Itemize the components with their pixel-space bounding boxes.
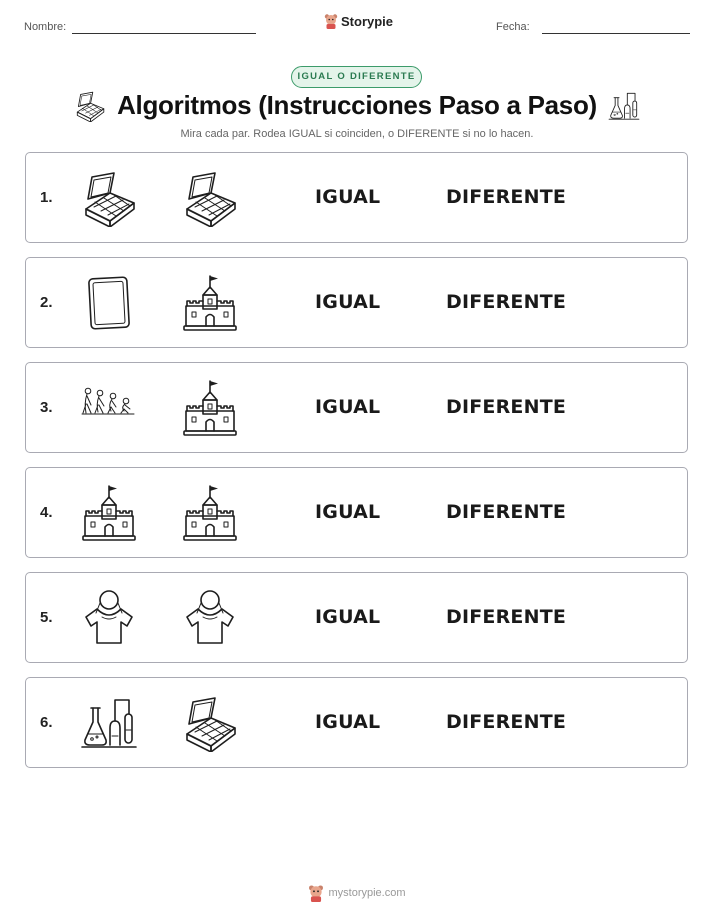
- toolbox-icon: [74, 90, 106, 122]
- left-picture: [80, 589, 138, 647]
- question-row: [25, 362, 688, 453]
- instructions: Mira cada par. Rodea IGUAL si coinciden, o DIFERENTE si no lo hacen.: [180, 128, 534, 140]
- left-picture: [80, 484, 138, 542]
- castle-icon: [181, 484, 239, 542]
- footer-url[interactable]: mystorypie.com: [328, 887, 406, 899]
- question-number: 1.: [40, 189, 53, 206]
- toolbox-icon: [181, 169, 239, 227]
- same-option[interactable]: IGUAL: [315, 291, 381, 313]
- right-picture: [181, 379, 239, 437]
- different-option[interactable]: DIFERENTE: [446, 606, 567, 628]
- shirt-figure-icon: [181, 589, 239, 647]
- question-number: 3.: [40, 399, 53, 416]
- lab-flasks-icon: [80, 694, 138, 752]
- same-option[interactable]: IGUAL: [315, 186, 381, 208]
- left-picture: [80, 169, 138, 227]
- question-number: 6.: [40, 714, 53, 731]
- same-option[interactable]: IGUAL: [315, 711, 381, 733]
- page-title: Algoritmos (Instrucciones Paso a Paso): [117, 90, 597, 120]
- tablet-icon: [80, 274, 138, 332]
- name-label: Nombre:: [24, 21, 67, 33]
- date-label: Fecha:: [496, 21, 530, 33]
- toolbox-icon: [80, 169, 138, 227]
- right-picture: [181, 169, 239, 227]
- right-picture: [181, 694, 239, 752]
- question-row: [25, 257, 688, 348]
- same-option[interactable]: IGUAL: [315, 501, 381, 523]
- castle-icon: [181, 274, 239, 332]
- question-row: [25, 467, 688, 558]
- castle-icon: [80, 484, 138, 542]
- different-option[interactable]: DIFERENTE: [446, 291, 567, 313]
- title-right-icon: [608, 90, 640, 122]
- different-option[interactable]: DIFERENTE: [446, 711, 567, 733]
- toolbox-icon: [181, 694, 239, 752]
- shirt-figure-icon: [80, 589, 138, 647]
- storypie-bear-icon: [308, 884, 324, 902]
- brand-logo: [324, 13, 393, 29]
- question-number: 4.: [40, 504, 53, 521]
- same-option[interactable]: IGUAL: [315, 606, 381, 628]
- left-picture: [80, 379, 138, 437]
- right-picture: [181, 484, 239, 542]
- same-option[interactable]: IGUAL: [315, 396, 381, 418]
- brand-name: Storypie: [341, 13, 394, 29]
- question-number: 5.: [40, 609, 53, 626]
- footer: [0, 884, 714, 902]
- right-picture: [181, 274, 239, 332]
- question-row: [25, 152, 688, 243]
- date-field[interactable]: [542, 33, 690, 34]
- storypie-bear-icon: [324, 13, 338, 29]
- different-option[interactable]: DIFERENTE: [446, 501, 567, 523]
- worksheet-type-badge: IGUAL O DIFERENTE: [291, 66, 422, 88]
- lab-flasks-icon: [608, 90, 640, 122]
- question-number: 2.: [40, 294, 53, 311]
- title-left-icon: [74, 90, 106, 122]
- question-row: [25, 572, 688, 663]
- evolution-figures-icon: [80, 379, 138, 437]
- name-field[interactable]: [72, 33, 256, 34]
- question-row: [25, 677, 688, 768]
- castle-icon: [181, 379, 239, 437]
- right-picture: [181, 589, 239, 647]
- different-option[interactable]: DIFERENTE: [446, 396, 567, 418]
- different-option[interactable]: DIFERENTE: [446, 186, 567, 208]
- left-picture: [80, 274, 138, 332]
- left-picture: [80, 694, 138, 752]
